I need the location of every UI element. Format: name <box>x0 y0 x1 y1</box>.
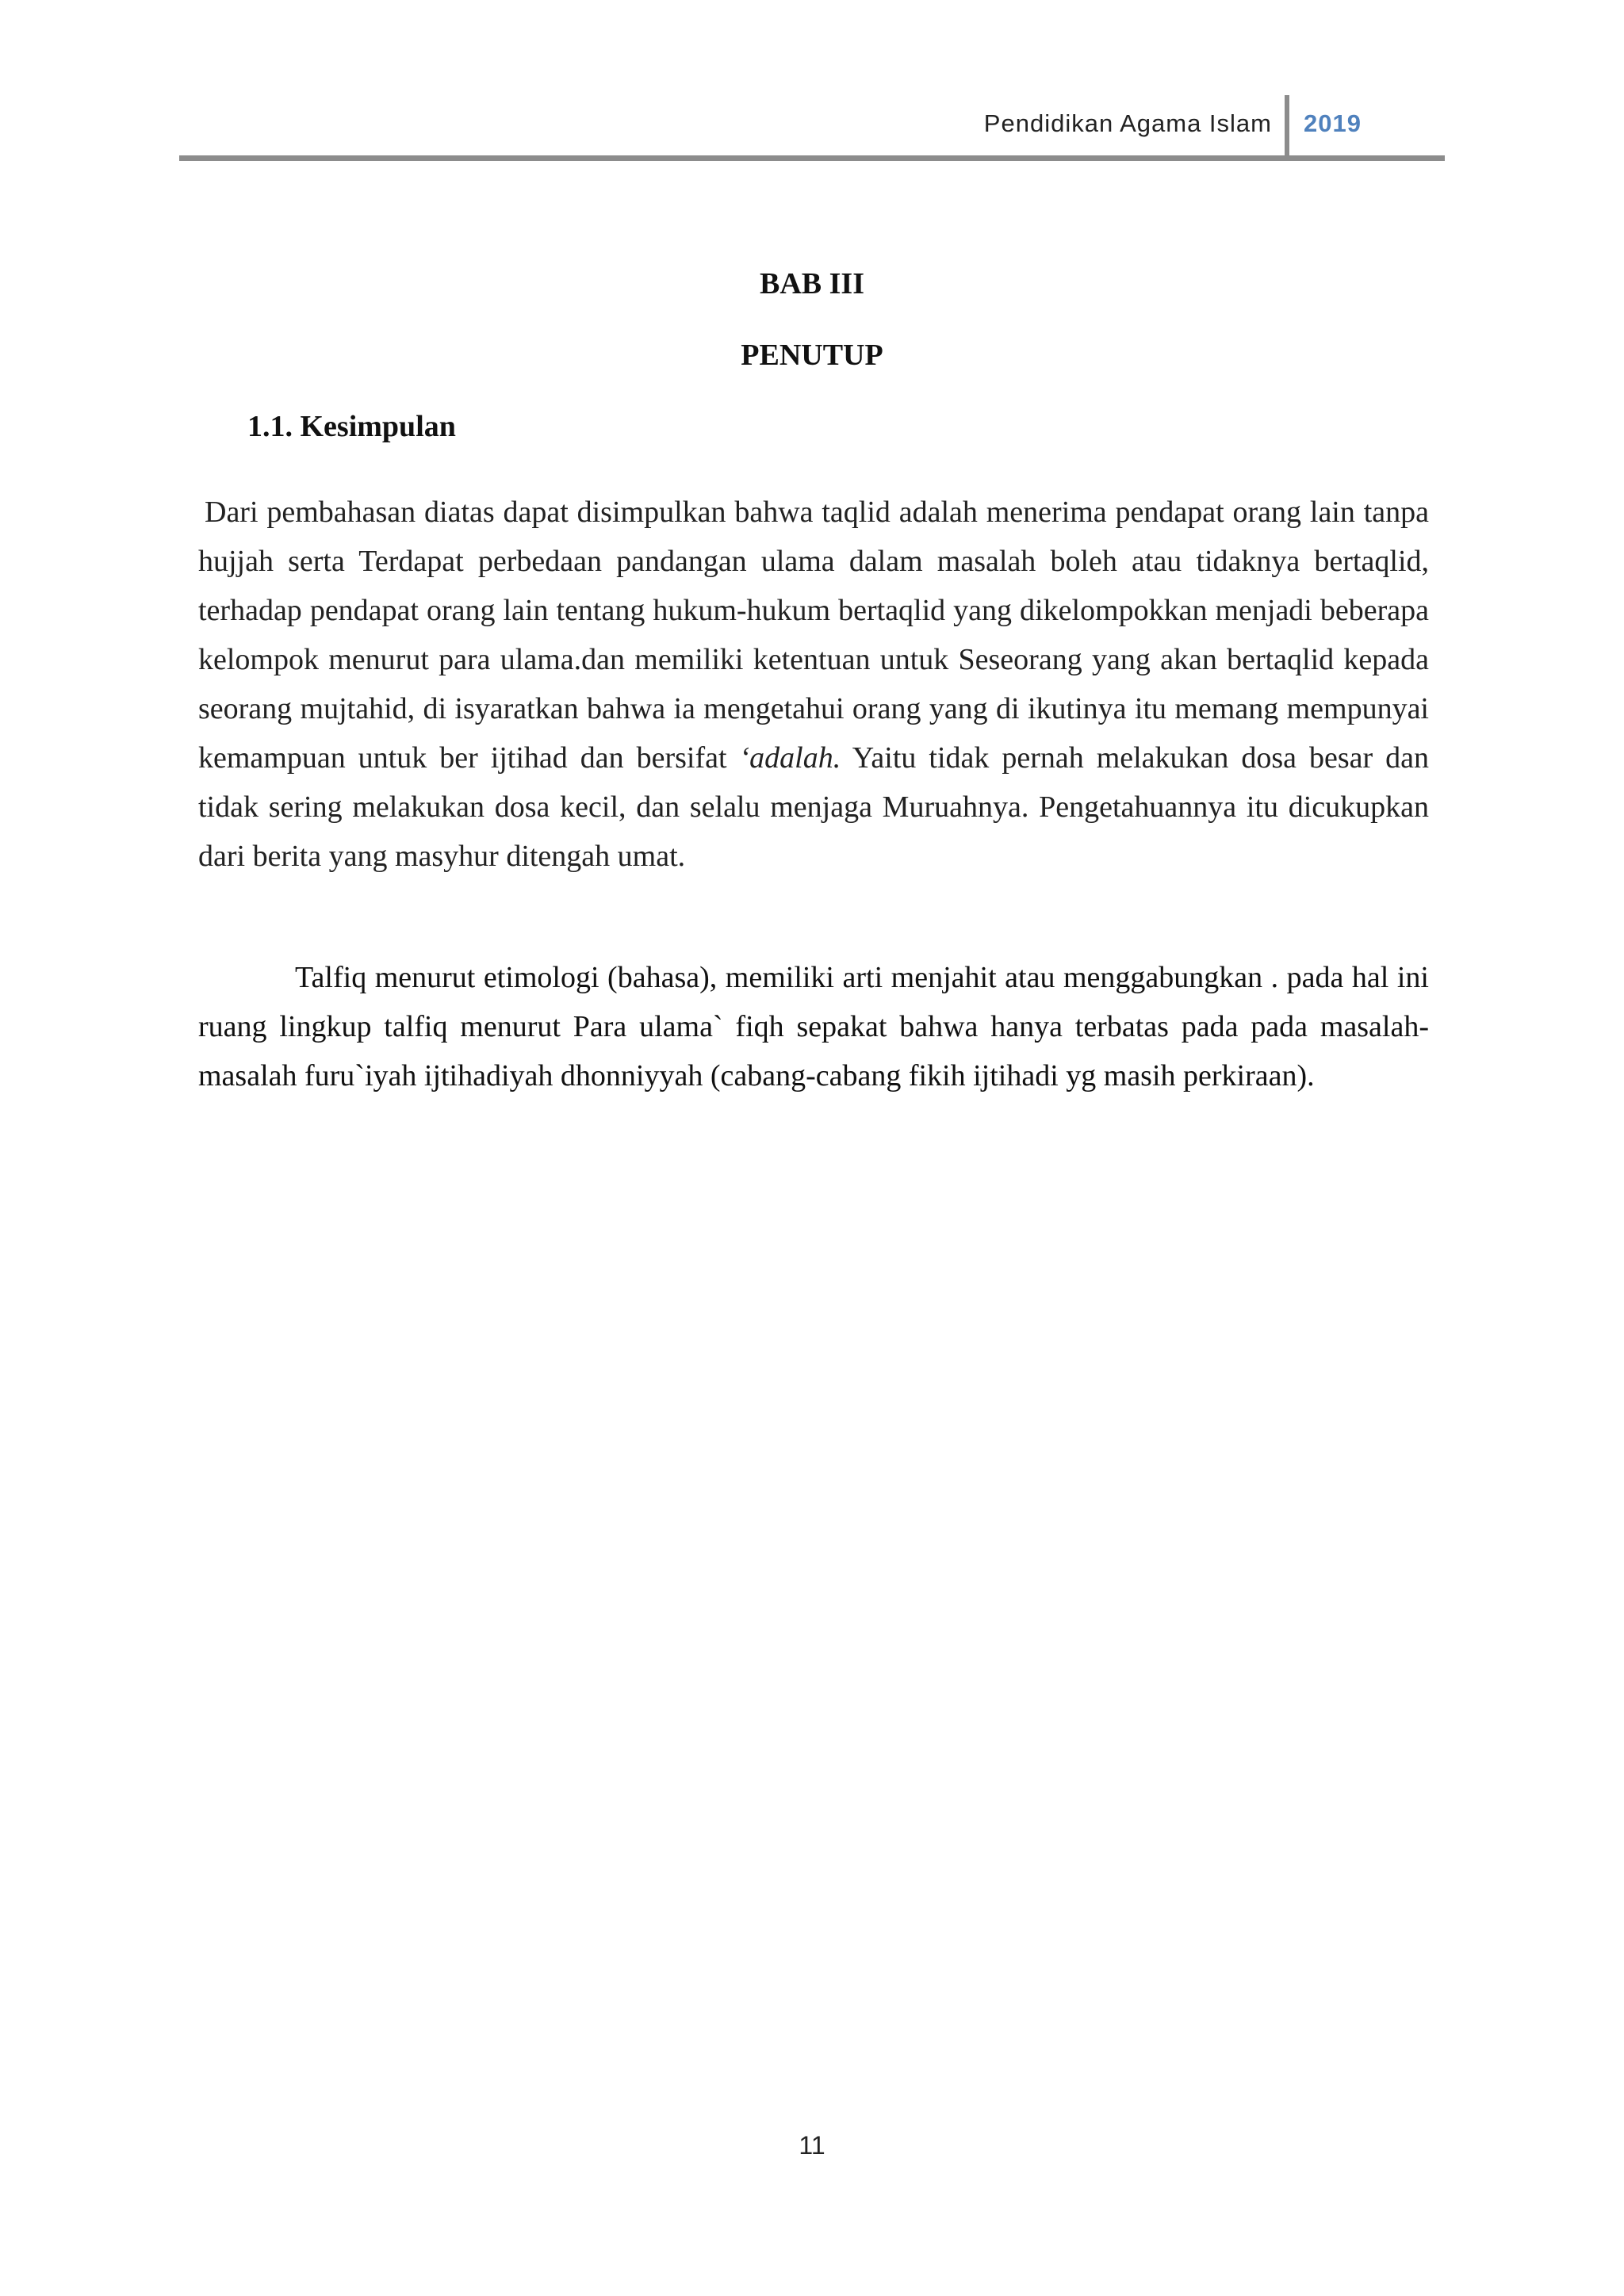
talfiq-paragraph: Talfiq menurut etimologi (bahasa), memiliki arti menjahit atau menggabungkan . pada hal ini ruang lingkup talfiq menurut Para ulama` fiqh sepakat bahwa hanya terbatas pada pada masalah-masalah furu`iyah ijtihadiyah dhonniyyah (cabang-cabang fikih ijtihadi yg masih perkiraan). <box>198 961 1429 1093</box>
header-rule <box>179 155 1445 161</box>
page-number: 11 <box>799 2131 825 2160</box>
paragraph-italic-term: ‘adalah. <box>739 741 841 775</box>
header-year: 2019 <box>1304 109 1362 137</box>
conclusion-paragraph <box>198 488 1429 881</box>
paragraph-text-part2: Yaitu tidak pernah melakukan dosa besar dan tidak sering melakukan dosa kecil, dan selalu menjaga Muruahnya. Pengetahuannya itu dicukupkan dari berita yang masyhur ditengah umat. <box>198 741 1429 873</box>
header-title: Pendidikan Agama Islam <box>983 109 1272 137</box>
section-heading: 1.1. Kesimpulan <box>247 410 456 443</box>
chapter-title: PENUTUP <box>741 339 883 372</box>
header-divider <box>1285 95 1289 157</box>
paragraph-text-part1: Dari pembahasan diatas dapat disimpulkan bahwa taqlid adalah menerima pendapat orang lain tanpa hujjah serta Terdapat perbedaan pandangan ulama dalam masalah boleh atau tidaknya bertaqlid, terhadap pendapat orang lain tentang hukum-hukum bertaqlid yang dikelompokkan menjadi beberapa kelompok menurut para ulama.dan memiliki ketentuan untuk Seseorang yang akan bertaqlid kepada seorang mujtahid, di isyaratkan bahwa ia mengetahui orang yang di ikutinya itu memang mempunyai kemampuan untuk ber ijtihad dan bersifat <box>198 496 1429 775</box>
chapter-number: BAB III <box>760 267 864 300</box>
page-header <box>179 94 1445 162</box>
